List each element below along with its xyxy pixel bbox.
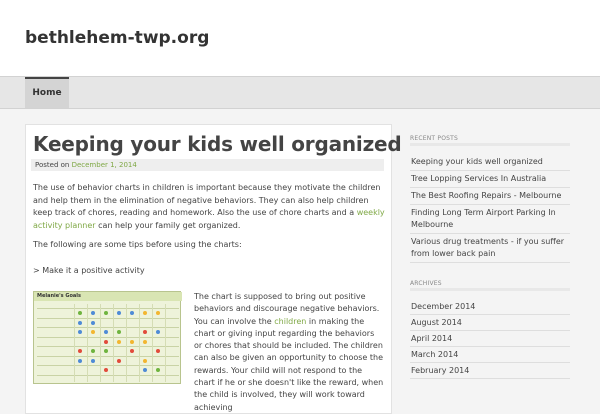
archive-link[interactable]: March 2014 (410, 347, 570, 363)
recent-post-link[interactable]: Various drug treatments - if you suffer from lower back pain (410, 234, 570, 263)
post-article (25, 124, 402, 414)
weekly-activity-planner-link[interactable]: weekly activity planner (33, 208, 385, 230)
children-link[interactable]: children (274, 316, 307, 326)
chart-image-sticker (78, 321, 82, 325)
chart-image-sticker (143, 330, 147, 334)
chart-image-sticker (91, 321, 95, 325)
post-meta (31, 159, 384, 171)
chart-image-sticker (143, 340, 147, 344)
chart-image-sticker (78, 311, 82, 315)
archive-link[interactable]: December 2014 (410, 299, 570, 315)
chart-image-grid-line (37, 327, 179, 328)
paragraph-text: in making the chart or giving input regarding the behaviors or chores that should be included. The children can also be given an opportunity to choose the rewards. Your child will not respond to the chart if he or she doesn't like the reward, when the child is involved, they will work toward achieving (194, 316, 384, 412)
chart-image-column-line (100, 304, 101, 382)
paragraph-text: The use of behavior charts in children is important because they motivate the children and help them in the elimination of negative behaviors. They can also help children keep track of chores, reading and homework. Also the use of chore charts and a (33, 183, 381, 217)
main-navigation (0, 76, 600, 109)
chart-image-grid-line (37, 375, 179, 376)
chart-image-sticker (156, 368, 160, 372)
chart-image-column-line (113, 304, 114, 382)
chart-image-sticker (143, 359, 147, 363)
chart-image-sticker (78, 359, 82, 363)
chart-image-sticker (91, 359, 95, 363)
chart-image-column-line (126, 304, 127, 382)
post-paragraph: The following are some tips before using the charts: (33, 240, 242, 249)
chart-image-column-line (87, 304, 88, 382)
archive-link[interactable]: August 2014 (410, 315, 570, 331)
paragraph-text: can help your family get organized. (95, 220, 241, 230)
chart-image-sticker (143, 311, 147, 315)
post-title[interactable]: Keeping your kids well organized (33, 132, 402, 156)
post-paragraph (33, 182, 385, 232)
chart-image-column-line (152, 304, 153, 382)
archives-list (410, 299, 570, 379)
chart-image-sticker (91, 311, 95, 315)
chart-image-sticker (91, 349, 95, 353)
chart-image-grid-line (37, 337, 179, 338)
chart-image-grid-line (37, 318, 179, 319)
chart-image-grid-line (37, 365, 179, 366)
chart-image-column-line (139, 304, 140, 382)
chart-image-sticker (117, 330, 121, 334)
chart-image-sticker (104, 368, 108, 372)
chart-image-sticker (117, 311, 121, 315)
post-meta-prefix: Posted on (35, 161, 70, 169)
chart-image-sticker (117, 359, 121, 363)
chart-image-sticker (156, 330, 160, 334)
nav-item-home[interactable]: Home (25, 77, 69, 108)
chart-image-grid-line (37, 356, 179, 357)
chart-image-grid-line (37, 308, 179, 309)
chart-image-sticker (104, 330, 108, 334)
recent-post-link[interactable]: Finding Long Term Airport Parking In Melbourne (410, 205, 570, 234)
post-date-link[interactable]: December 1, 2014 (71, 161, 137, 169)
recent-post-link[interactable]: Keeping your kids well organized (410, 154, 570, 171)
chart-image-sticker (91, 330, 95, 334)
chart-image-grid-line (37, 346, 179, 347)
chart-image-sticker (78, 349, 82, 353)
site-header (0, 0, 600, 76)
chart-image-sticker (130, 340, 134, 344)
chart-image-sticker (156, 311, 160, 315)
site-title[interactable]: bethlehem-twp.org (25, 28, 210, 48)
chart-image-sticker (117, 340, 121, 344)
chart-image-sticker (78, 330, 82, 334)
chart-image-sticker (104, 340, 108, 344)
chart-image-sticker (130, 311, 134, 315)
recent-post-link[interactable]: The Best Roofing Repairs - Melbourne (410, 188, 570, 205)
chart-image-sticker (143, 368, 147, 372)
post-paragraph: > Make it a positive activity (33, 266, 145, 275)
recent-posts-title: RECENT POSTS (410, 134, 570, 146)
behavior-chart-image (33, 291, 181, 384)
chart-image-sticker (104, 311, 108, 315)
paragraph-text: The chart is supposed to bring out positive behaviors and discourage negative behaviors. You can involve the (194, 292, 380, 326)
chart-image-column-line (74, 304, 75, 382)
archives-title: ARCHIVES (410, 279, 570, 291)
archive-link[interactable]: April 2014 (410, 331, 570, 347)
chart-image-sticker (130, 349, 134, 353)
chart-image-heading: Melanie's Goals (34, 292, 182, 301)
recent-post-link[interactable]: Tree Lopping Services In Australia (410, 171, 570, 188)
recent-posts-list (410, 154, 570, 263)
chart-image-sticker (156, 349, 160, 353)
post-paragraph (194, 291, 384, 414)
chart-image-column-line (165, 304, 166, 382)
chart-image-sticker (104, 349, 108, 353)
archive-link[interactable]: February 2014 (410, 363, 570, 379)
